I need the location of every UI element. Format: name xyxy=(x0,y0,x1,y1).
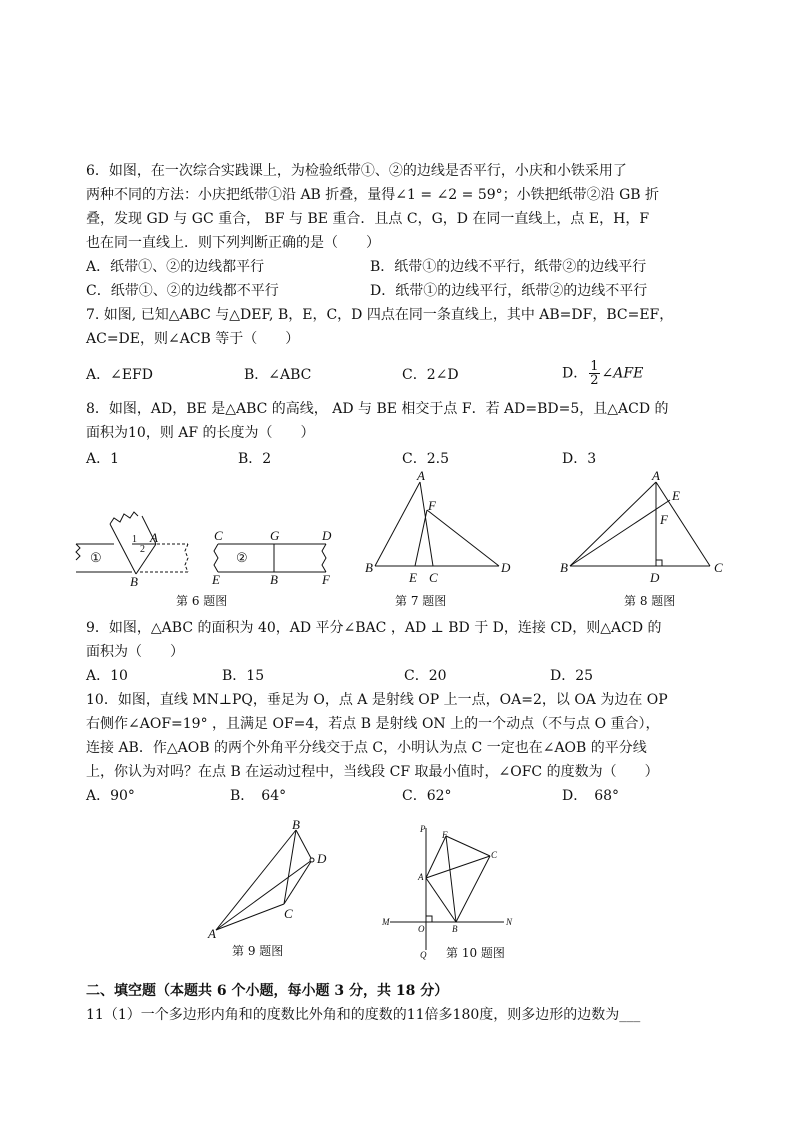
f9-label-a: A xyxy=(208,926,216,941)
q10-option-a: A．90° xyxy=(86,788,135,804)
f6-label-strip1: ① xyxy=(90,550,102,565)
caption-fig10: 第 10 题图 xyxy=(446,946,505,960)
q6-option-c: C．纸带①、②的边线都不平行 xyxy=(86,283,279,299)
f7-label-b: B xyxy=(365,560,373,575)
q9-option-c: C．20 xyxy=(404,668,447,684)
q6-option-b: B．纸带①的边线不平行，纸带②的边线平行 xyxy=(370,259,647,275)
q11-line1: 11（1）一个多边形内角和的度数比外角和的度数的11倍多180度，则多边形的边数为___ xyxy=(86,1007,641,1023)
q10-line3: 连接 AB．作△AOB 的两个外角平分线交于点 C，小明认为点 C 一定也在∠AOB 的平分线 xyxy=(86,740,647,756)
f8-label-e: E xyxy=(672,488,680,503)
q8-option-b: B．2 xyxy=(238,451,272,467)
q10-line4: 上，你认为对吗？在点 B 在运动过程中，当线段 CF 取最小值时，∠OFC 的度数为（ ） xyxy=(86,764,659,780)
caption-fig6: 第 6 题图 xyxy=(176,594,228,608)
f6-label-2: 2 xyxy=(140,544,145,555)
q8-line1: 8．如图，AD，BE 是△ABC 的高线， AD 与 BE 相交于点 F．若 AD=BD=5，且△ACD 的 xyxy=(86,401,669,417)
f6-label-b2: B xyxy=(270,572,278,587)
f8-label-a: A xyxy=(652,468,660,483)
q6-option-a: A．纸带①、②的边线都平行 xyxy=(86,259,265,275)
f10-label-b: B xyxy=(452,924,458,934)
f6-label-f: F xyxy=(322,572,330,587)
q10-line1: 10．如图，直线 MN⊥PQ，垂足为 O，点 A 是射线 OP 上一点，OA=2，以 OA 为边在 OP xyxy=(86,692,668,708)
f9-label-b: B xyxy=(292,817,300,832)
q6-line4: 也在同一直线上．则下列判断正确的是（ ） xyxy=(86,235,380,251)
fraction-numerator: 1 xyxy=(590,359,599,374)
q7-line1: 7. 如图, 已知△ABC 与△DEF, B，E，C，D 四点在同一条直线上，其中 AB=DF，BC=EF， xyxy=(86,307,674,323)
f7-label-c: C xyxy=(429,570,438,585)
q7-option-a: A．∠EFD xyxy=(86,367,153,383)
caption-fig9: 第 9 题图 xyxy=(232,944,284,958)
f8-label-d: D xyxy=(650,570,660,585)
q9-line2: 面积为（ ） xyxy=(86,644,184,660)
q8-line2: 面积为10，则 AF 的长度为（ ） xyxy=(86,425,315,441)
f7-label-a: A xyxy=(417,468,425,483)
q6-option-d: D．纸带①的边线平行，纸带②的边线不平行 xyxy=(370,283,648,299)
f7-label-f: F xyxy=(428,498,436,513)
f6-label-g: G xyxy=(270,528,280,543)
f6-label-strip2: ② xyxy=(236,550,248,565)
figure-8 xyxy=(560,468,730,585)
f7-label-e: E xyxy=(409,570,417,585)
f8-label-b: B xyxy=(560,560,568,575)
q9-line1: 9．如图，△ABC 的面积为 40，AD 平分∠BAC ，AD ⊥ BD 于 D，连接 CD，则△ACD 的 xyxy=(86,620,662,636)
f10-label-n: N xyxy=(506,917,513,927)
q6-line3: 叠，发现 GD 与 GC 重合， BF 与 BE 重合．且点 C，G，D 在同一直线上，点 E，H，F xyxy=(86,211,650,227)
q7-option-d xyxy=(562,360,643,387)
q10-option-b: B． 64° xyxy=(230,788,287,804)
f10-label-o: O xyxy=(418,924,425,934)
f8-label-c: C xyxy=(714,560,723,575)
f10-label-c: C xyxy=(491,850,498,860)
f6-label-c: C xyxy=(214,528,223,543)
f9-label-d: D xyxy=(317,851,327,866)
q7-line2: AC=DE，则∠ACB 等于（ ） xyxy=(86,331,300,347)
f10-label-p: P xyxy=(420,824,426,834)
q9-option-a: A．10 xyxy=(86,668,128,684)
q7-option-d-fraction xyxy=(589,360,599,387)
f8-label-f: F xyxy=(660,512,668,527)
q10-option-d: D． 68° xyxy=(562,788,620,804)
f6-label-1: 1 xyxy=(132,534,137,545)
f6-label-d: D xyxy=(322,528,332,543)
q8-option-c: C．2.5 xyxy=(402,451,449,467)
caption-fig8: 第 8 题图 xyxy=(624,594,676,608)
f6-label-a: A xyxy=(150,530,158,545)
figure-7 xyxy=(365,468,515,585)
figure-10 xyxy=(380,820,530,960)
fraction-denominator: 2 xyxy=(590,373,599,388)
f10-label-m: M xyxy=(382,917,390,927)
q7-option-b: B．∠ABC xyxy=(244,367,312,383)
q10-option-c: C．62° xyxy=(402,788,452,804)
figure-6 xyxy=(70,490,350,590)
f7-label-d: D xyxy=(501,560,511,575)
f6-label-e: E xyxy=(212,572,220,587)
q10-line2: 右侧作∠AOF=19° ，且满足 OF=4，若点 B 是射线 ON 上的一个动点（不与点 O 重合）， xyxy=(86,716,660,732)
figure-9 xyxy=(208,817,338,941)
q7-option-c: C．2∠D xyxy=(402,367,459,383)
q9-option-d: D．25 xyxy=(550,668,594,684)
f10-label-a: A xyxy=(418,872,424,882)
q8-option-d: D．3 xyxy=(562,451,597,467)
f9-label-c: C xyxy=(284,906,293,921)
caption-fig7: 第 7 题图 xyxy=(395,594,447,608)
section-2-heading: 二、填空题（本题共 6 个小题，每小题 3 分，共 18 分） xyxy=(86,983,449,999)
q8-option-a: A．1 xyxy=(86,451,120,467)
q6-line1: 6．如图，在一次综合实践课上，为检验纸带①、②的边线是否平行，小庆和小铁采用了 xyxy=(86,163,627,179)
q7-option-d-angle: ∠AFE xyxy=(601,365,644,382)
f6-label-b: B xyxy=(130,574,138,589)
f10-label-f: F xyxy=(442,830,448,840)
q7-option-d-label: D． xyxy=(562,365,588,382)
q9-option-b: B．15 xyxy=(222,668,265,684)
q6-line2: 两种不同的方法：小庆把纸带①沿 AB 折叠，量得∠1 = ∠2 = 59°；小铁把纸带②沿 GB 折 xyxy=(86,187,660,203)
f10-label-q: Q xyxy=(420,950,427,960)
